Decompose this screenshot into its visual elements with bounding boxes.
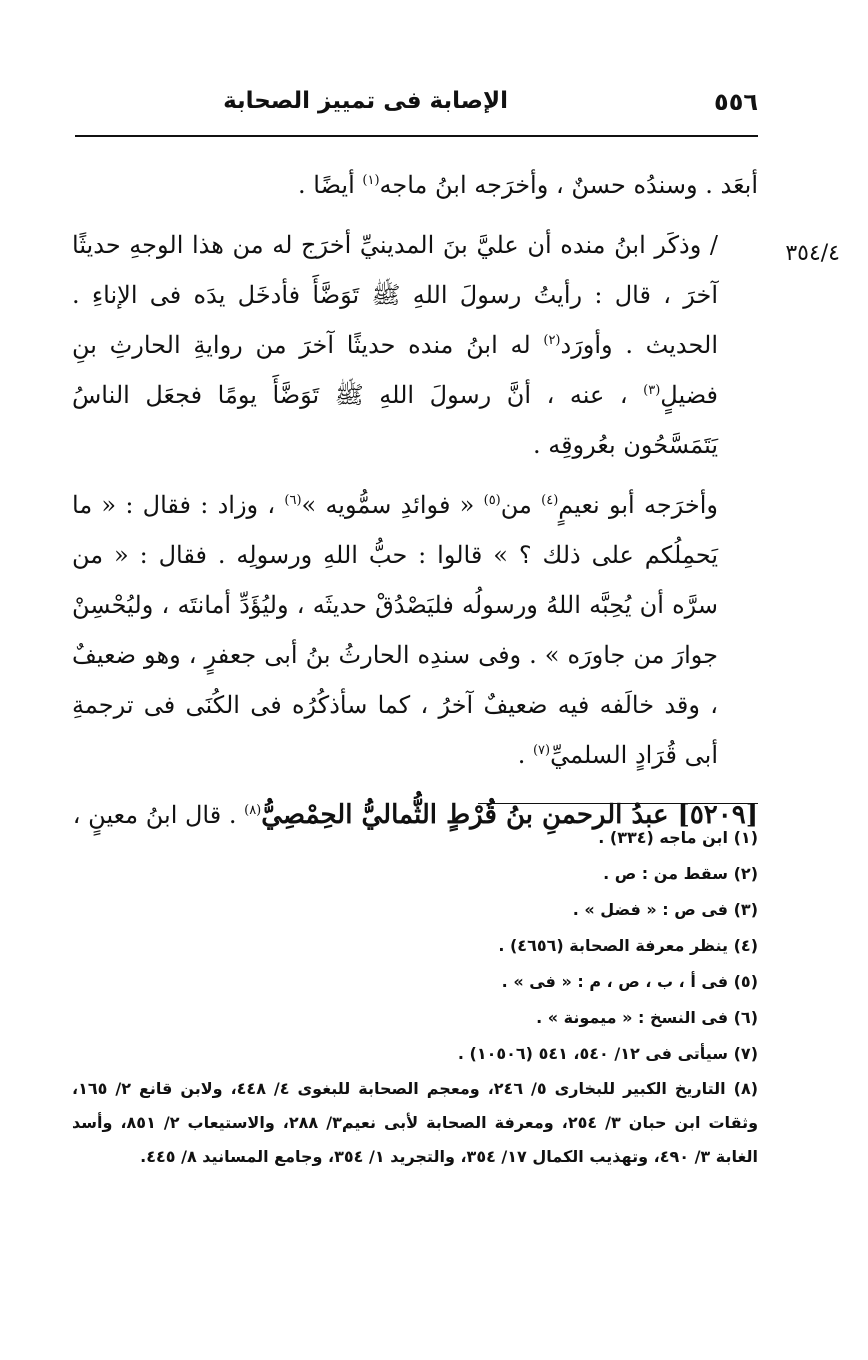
footnote-1: (١) ابن ماجه (٣٣٤) . [598, 828, 758, 847]
footnote-ref-1[interactable]: (١) [362, 173, 380, 188]
footnote-ref-7[interactable]: (٧) [532, 743, 551, 758]
footnote-ref-3[interactable]: (٣) [643, 383, 661, 398]
page-header [75, 82, 758, 126]
header-rule [75, 135, 758, 137]
paragraph-3: وأخرَجه أبو نعيمٍ$^{(٤)}$ من$^{(٥)}$ « فوائدِ سمُّويه »$^{(٦)}$ ، وزاد : فقال : « ما يَحمِلُكم على ذلك ؟ » قالوا : حبُّ اللهِ ورسولِه . فقال : « من سرَّه أن يُحِبَّه اللهُ ورسولُه فليَصْدُقْ حديثَه ، وليُؤَدِّ أمانتَه ، وليُحْسِنْ جوارَ من جاورَه » . وفى سندِه الحارثُ بنُ أبى جعفرٍ ، وهو ضعيفٌ ، وقد خالَفه فيه ضعيفٌ آخرُ ، كما سأذكُرُه فى الكُنَى فى ترجمةِ أبى قُرَادٍ السلميِّ$^{(٧)}$ . [72, 491, 719, 769]
footnote-ref-2[interactable]: (٢) [543, 333, 561, 348]
footnote-ref-5[interactable]: (٥) [483, 493, 501, 508]
margin-volume-ref: ٣٥٤/٤ [785, 241, 840, 266]
paragraph-2: / وذكَر ابنُ منده أن عليَّ بنَ المدينيِّ أخرَج له من هذا الوجهِ حديثًا آخرَ ، قال : رأيتُ رسولَ اللهِ ﷺ تَوَضَّأَ فأدخَل يدَه فى الإناءِ . الحديث . وأورَد$^{(٢)}$ له ابنُ منده حديثًا آخرَ من روايةِ الحارثِ بنِ فضيلٍ$^{(٣)}$ ، عنه ، أنَّ رسولَ اللهِ ﷺ تَوَضَّأَ يومًا فجعَل الناسُ يَتَمَسَّحُون بعُروقِه . [72, 231, 719, 459]
footnote-6: (٦) فى النسخ : « ميمونة » . [536, 1008, 758, 1027]
footnote-7: (٧) سيأتى فى ١٢/ ٥٤٠، ٥٤١ (١٠٥٠٦) . [457, 1044, 758, 1063]
main-text [72, 160, 758, 840]
footnote-2: (٢) سقط من : ص . [603, 864, 758, 883]
footnote-4: (٤) ينظر معرفة الصحابة (٤٦٥٦) . [498, 936, 758, 955]
paragraph-1: أبعَد . وسندُه حسنٌ ، وأخرَجه ابنُ ماجه$^{(١)}$ أيضًا . [298, 171, 758, 199]
footnote-3: (٣) فى ص : « فضل » . [572, 900, 758, 919]
footnotes [72, 820, 758, 1174]
entry-heading: [٥٢٠٩] عبدُ الرحمنِ بنُ قُرْطٍ الثُّماليُّ الحِمْصِيُّ [261, 800, 758, 830]
footnote-ref-8[interactable]: (٨) [244, 803, 262, 818]
entry-5209: [٥٢٠٩] عبدُ الرحمنِ بنُ قُرْطٍ الثُّماليُّ الحِمْصِيُّ$^{(٨)}$ . قال ابنُ معينٍ ، [72, 800, 758, 830]
footnote-ref-4[interactable]: (٤) [541, 493, 559, 508]
page-number: ٥٥٦ [714, 88, 758, 116]
footnote-8: (٨) التاريخ الكبير للبخارى ٥/ ٢٤٦، ومعجم الصحابة للبغوى ٤/ ٤٤٨، ولابن قانع ٢/ ١٦٥، وثقات ابن حبان ٣/ ٢٥٤، ومعرفة الصحابة لأبى نعيم٣/ ٢٨٨، والاستيعاب ٢/ ٨٥١، وأسد الغابة ٣/ ٤٩٠، وتهذيب الكمال ١٧/ ٣٥٤، والتجريد ١/ ٣٥٤، وجامع المسانيد ٨/ ٤٤٥. [72, 1079, 759, 1166]
running-title: الإصابة فى تمييز الصحابة [223, 88, 508, 114]
footnote-rule [478, 803, 758, 804]
footnote-5: (٥) فى أ ، ب ، ص ، م : « فى » . [501, 972, 758, 991]
footnote-ref-6[interactable]: (٦) [284, 493, 302, 508]
